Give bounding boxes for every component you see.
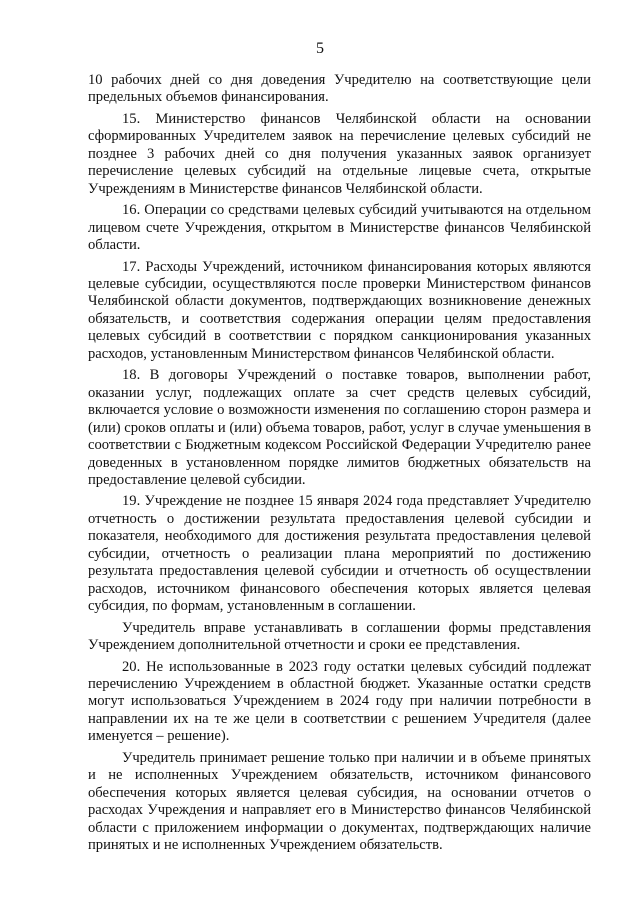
paragraph-continuation: 10 рабочих дней со дня доведения Учредителю на соответствующие цели предельных объемов финансирования. bbox=[88, 72, 591, 106]
paragraph-16: 16. Операции со средствами целевых субсидий учитываются на отдельном лицевом счете Учреждения, открытом в Министерстве финансов Челябинской области. bbox=[88, 202, 591, 254]
page-number: 5 bbox=[316, 40, 324, 57]
paragraph-19-additional: Учредитель вправе устанавливать в соглашении формы представления Учреждением дополнительной отчетности и сроки ее представления. bbox=[88, 619, 591, 654]
paragraph-15: 15. Министерство финансов Челябинской области на основании сформированных Учредителем заявок на перечисление целевых субсидий не позднее 3 рабочих дней со дня получения указанных заявок организует перечисление целевых субсидий на отдельные лицевые счета, открытые Учреждениям в Министерстве финансов Челябинской области. bbox=[88, 110, 591, 197]
paragraph-19: 19. Учреждение не позднее 15 января 2024 года представляет Учредителю отчетность о достижении результата предоставления целевой субсидии и показателя, необходимого для достижения результата предоставления целевой субсидии, отчетность о реализации плана мероприятий по достижению результата предоставления целевой субсидии и отчетность об осуществлении расходов, источником финансового обеспечения которых является целевая субсидия, по формам, установленным в соглашении. bbox=[88, 493, 591, 615]
paragraph-20: 20. Не использованные в 2023 году остатки целевых субсидий подлежат перечислению Учреждением в областной бюджет. Указанные остатки средств могут использоваться Учреждением в 2024 году при наличии потребности в направлении их на те же цели в соответствии с решением Учредителя (далее именуется – решение). bbox=[88, 658, 591, 745]
paragraph-20-decision: Учредитель принимает решение только при наличии и в объеме принятых и не исполненных Учреждением обязательств, источником финансового обеспечения которых является целевая субсидия, на основании отчетов о расходах Учреждения и направляет его в Министерство финансов Челябинской области с приложением информации о документах, подтверждающих наличие принятых и не исполненных Учреждением обязательств. bbox=[88, 749, 591, 854]
paragraph-18: 18. В договоры Учреждений о поставке товаров, выполнении работ, оказании услуг, подлежащих оплате за счет средств целевых субсидий, включается условие о возможности изменения по соглашению сторон размера и (или) сроков оплаты и (или) объема товаров, работ, услуг в случае уменьшения в соответствии с Бюджетным кодексом Российской Федерации Учредителю ранее доведенных в установленном порядке лимитов бюджетных обязательств на предоставление целевой субсидии. bbox=[88, 367, 591, 488]
document-body bbox=[88, 72, 591, 854]
paragraph-17: 17. Расходы Учреждений, источником финансирования которых являются целевые субсидии, осуществляются после проверки Министерством финансов Челябинской области документов, подтверждающих возникновение денежных обязательств, и соответствия содержания операции целям предоставления целевых субсидий в соответствии с порядком санкционирования указанных расходов, установленным Министерством финансов Челябинской области. bbox=[88, 258, 591, 362]
